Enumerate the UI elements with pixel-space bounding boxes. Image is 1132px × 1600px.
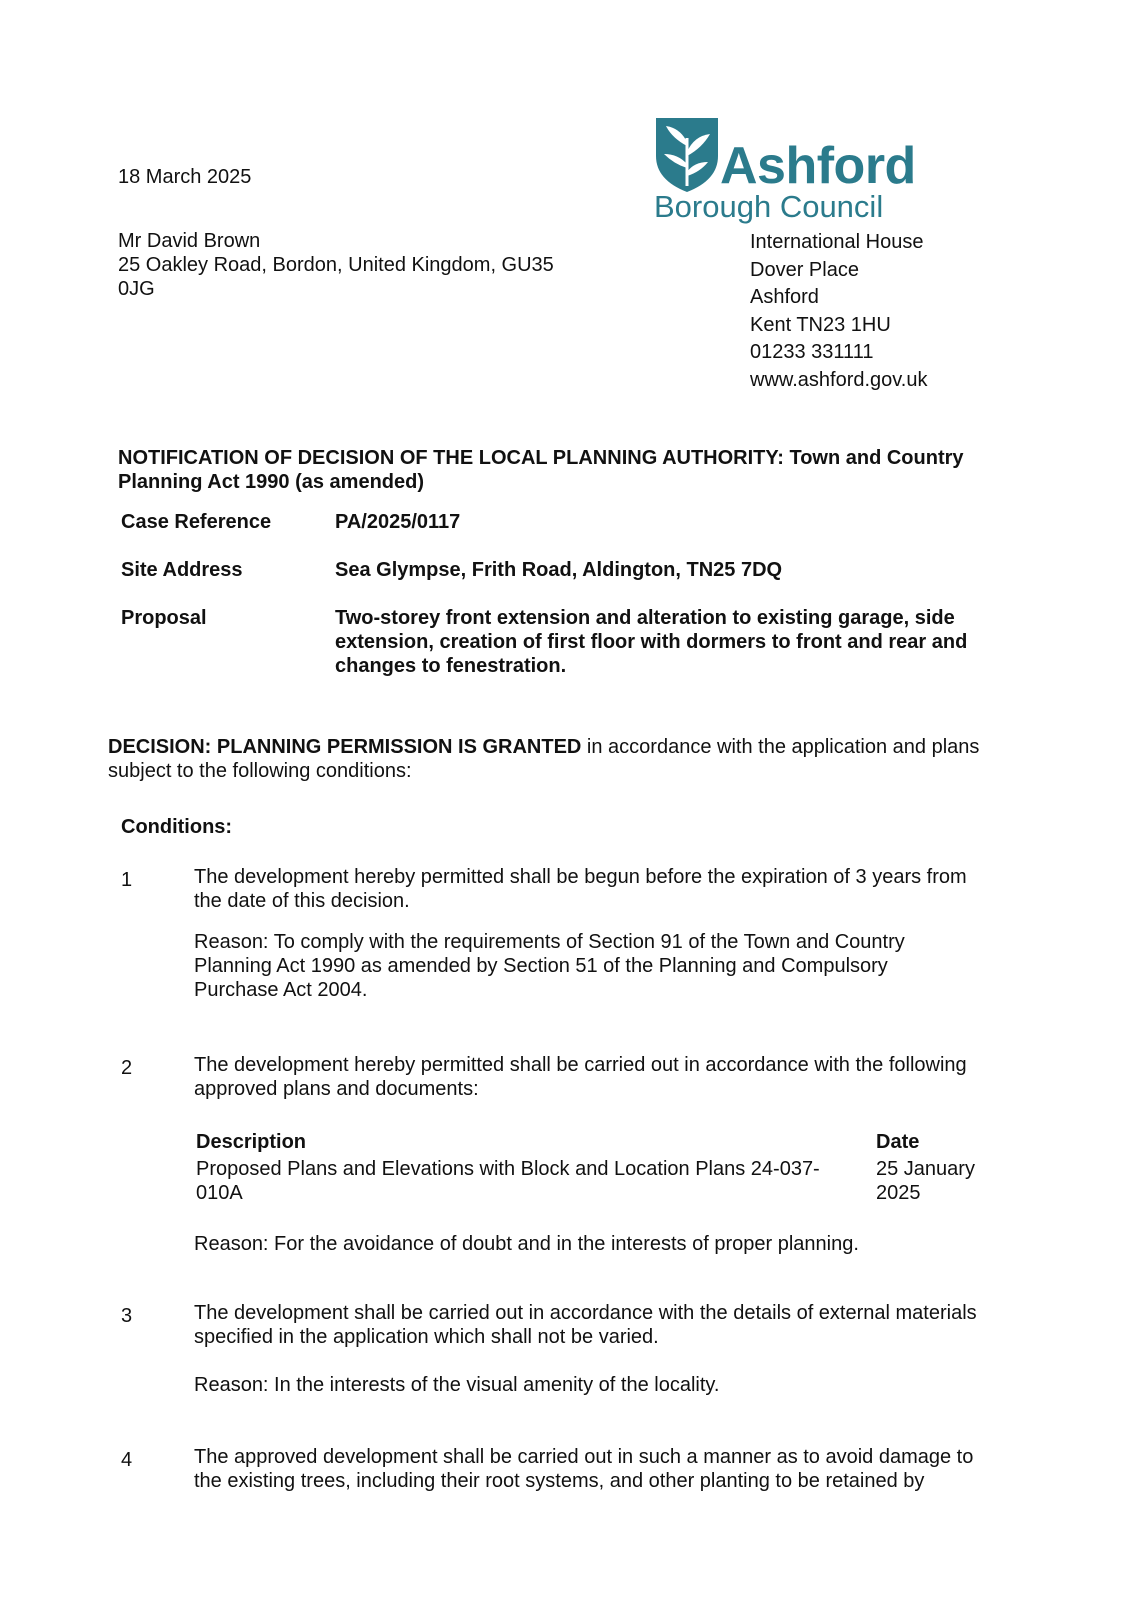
letter-date: 18 March 2025 [118, 166, 252, 188]
condition-text [194, 1053, 1024, 1101]
site-address-value: Sea Glympse, Frith Road, Aldington, TN25 7DQ [335, 559, 783, 581]
council-address-line: International House [750, 231, 924, 253]
table-cell-line: 2025 [876, 1182, 921, 1204]
decision-title: DECISION: PLANNING PERMISSION IS GRANTED [108, 736, 582, 758]
case-reference-label: Case Reference [121, 511, 272, 533]
reason-line: Planning Act 1990 as amended by Section 51 of the Planning and Compulsory [194, 955, 888, 977]
council-emblem-icon [654, 116, 720, 192]
condition-line: the date of this decision. [194, 890, 410, 912]
condition-line: The development shall be carried out in accordance with the details of external materials [194, 1302, 977, 1324]
condition-line: the existing trees, including their root systems, and other planting to be retained by [194, 1470, 925, 1492]
proposal-label: Proposal [121, 607, 207, 629]
logo-subtitle: Borough Council [654, 189, 884, 224]
condition-number: 1 [121, 869, 133, 891]
recipient-address-line: 25 Oakley Road, Bordon, United Kingdom, GU35 [118, 254, 554, 276]
condition-line: The development hereby permitted shall be begun before the expiration of 3 years from [194, 866, 967, 888]
proposal-value [335, 606, 1035, 678]
proposal-line: extension, creation of first floor with dormers to front and rear and [335, 631, 968, 653]
site-address-label: Site Address [121, 559, 243, 581]
decision-statement [108, 735, 1048, 783]
conditions-title: Conditions: [121, 816, 233, 838]
condition-reason: Reason: For the avoidance of doubt and in the interests of proper planning. [194, 1233, 859, 1255]
condition-number: 3 [121, 1305, 133, 1327]
decision-text-line: subject to the following conditions: [108, 760, 412, 782]
council-website: www.ashford.gov.uk [750, 368, 928, 391]
table-header-description: Description [196, 1131, 307, 1153]
council-logo [654, 108, 916, 226]
condition-line: The approved development shall be carried out in such a manner as to avoid damage to [194, 1446, 974, 1468]
condition-line: specified in the application which shall not be varied. [194, 1326, 659, 1348]
council-address-line: Ashford [750, 286, 819, 308]
decision-text: in accordance with the application and plans [581, 736, 980, 758]
notification-heading [118, 446, 1038, 494]
reason-line: Reason: To comply with the requirements of Section 91 of the Town and Country [194, 931, 905, 953]
condition-line: approved plans and documents: [194, 1078, 479, 1100]
condition-reason [194, 930, 1024, 1002]
proposal-line: changes to fenestration. [335, 655, 567, 677]
condition-text [194, 1445, 1024, 1493]
council-phone: 01233 331111 [750, 341, 874, 363]
recipient-address-line: 0JG [118, 278, 155, 300]
table-cell-line: 010A [196, 1182, 243, 1204]
condition-line: The development hereby permitted shall be carried out in accordance with the following [194, 1054, 967, 1076]
table-cell-date [876, 1157, 1016, 1205]
council-address-line: Kent TN23 1HU [750, 313, 891, 336]
condition-text [194, 1301, 1024, 1349]
heading-line: Planning Act 1990 (as amended) [118, 471, 425, 493]
council-address-line: Dover Place [750, 258, 859, 281]
condition-text [194, 865, 1024, 913]
recipient-name: Mr David Brown [118, 230, 261, 252]
logo-wordmark: Ashford [720, 137, 916, 195]
proposal-line: Two-storey front extension and alteration to existing garage, side [335, 607, 955, 629]
reason-line: Purchase Act 2004. [194, 979, 368, 1001]
table-cell-line: 25 January [876, 1158, 975, 1180]
table-header-date: Date [876, 1131, 920, 1153]
case-reference-value: PA/2025/0117 [335, 511, 461, 533]
council-address-block [750, 229, 928, 394]
table-cell-line: Proposed Plans and Elevations with Block and Location Plans 24-037- [196, 1158, 820, 1180]
condition-number: 4 [121, 1449, 133, 1471]
heading-line: NOTIFICATION OF DECISION OF THE LOCAL PLANNING AUTHORITY: Town and Country [118, 447, 964, 469]
table-cell-description [196, 1157, 856, 1205]
recipient-block [118, 229, 588, 301]
condition-number: 2 [121, 1057, 133, 1079]
condition-reason: Reason: In the interests of the visual amenity of the locality. [194, 1374, 720, 1396]
